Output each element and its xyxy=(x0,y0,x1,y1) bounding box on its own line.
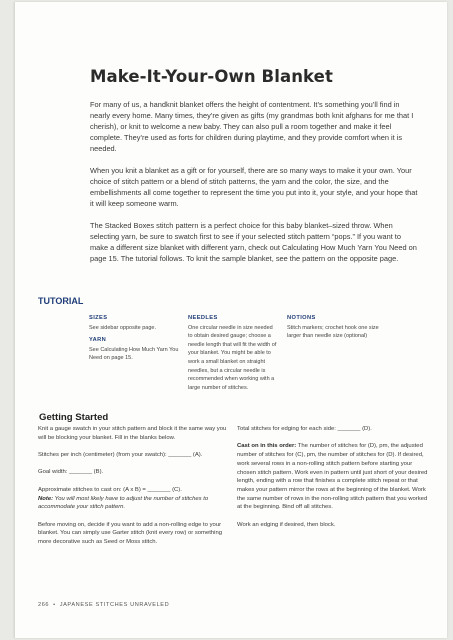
intro-paragraph-3: The Stacked Boxes stitch pattern is a perfect choice for this baby blanket–sized throw. When selecting yarn, be sure to swatch first to see if your selected stitch pattern “pops.” If you want to make a different size blanket with different yarn, check out Calculating How Much Yarn You Need on page 15. The tutorial follows. To knit the sample blanket, see the pattern on the opposite page. xyxy=(90,221,417,263)
yarn-text: See Calculating How Much Yarn You Need on page 15. xyxy=(89,346,179,362)
goal-width-blank: Goal width: _______ (B). xyxy=(38,469,104,476)
edging-stitches-blank: Total stitches for edging for each side: _______ (D). xyxy=(237,426,372,432)
notions-heading: NOTIONS xyxy=(287,315,316,321)
cast-on-label: Cast on in this order: xyxy=(237,443,297,450)
notions-text: Stitch markers; crochet hook one size larger than needle size (optional) xyxy=(287,324,379,340)
cast-on-formula: Approximate stitches to cast on: (A x B) = _______ (C). xyxy=(38,486,182,493)
tutorial-heading: TUTORIAL xyxy=(38,296,84,306)
cast-on-instructions: The number of stitches for (D), pm, the adjusted number of stitches for (C), pm, the number of stitches for (D). If desired, work several rows in a non-rolling stitch pattern before starting your chosen stitch pattern. Work even in pattern until just short of your desired length, ending with a row that finishes a complete stitch repeat or that makes your pattern mirror the rows at the beginning of the blanket. Work the same number of rows in the non-rolling stitch pattern that you worked at the beginning. Bind off all stitches. xyxy=(237,443,428,511)
cast-on-order xyxy=(237,442,429,512)
book-page xyxy=(14,2,447,638)
needles-text: One circular needle in size needed to obtain desired gauge; choose a needle length that will fit the width of your blanket. You might be able to work a small blanket on straight needles, but a circular needle is recommended when working with a large number of stitches. xyxy=(188,324,277,391)
page-footer xyxy=(38,602,169,608)
intro-paragraph-2: When you knit a blanket as a gift or for yourself, there are so many ways to make it your own. Your choice of stitch pattern or a blend of stitch patterns, the yarn and the color, the size, and the embellishments all come together to represent the time you put into it, your style, and your hope that it will keep someone warm. xyxy=(90,166,418,208)
gauge-instructions: Knit a gauge swatch in your stitch pattern and block it the same way you will be blocking your blanket. Fill in the blanks below. xyxy=(38,426,227,441)
getting-started-left-column xyxy=(38,425,234,555)
footer-separator: • xyxy=(53,602,56,608)
sizes-yarn-column xyxy=(89,314,181,367)
stitches-per-inch-blank: Stitches per inch (centimeter) (from your swatch): _______ (A). xyxy=(38,452,203,459)
getting-started-right-column xyxy=(237,425,429,538)
getting-started-heading: Getting Started xyxy=(39,412,109,423)
needles-column xyxy=(188,314,278,396)
edging-advice: Before moving on, decide if you want to add a non-rolling edge to your blanket. You can simply use Garter stitch (knit every row) or something more decorative such as Seed or Moss stitch. xyxy=(38,521,222,546)
needles-heading: NEEDLES xyxy=(188,315,218,321)
sizes-heading: SIZES xyxy=(89,315,108,321)
intro-paragraph-1: For many of us, a handknit blanket offers the height of contentment. It’s something you’ll find in nearly every home. Many times, they’re given as gifts (my grandmas both knit afghans for me that I cherish), or knit to welcome a new baby. They can also pull a room together and make it feel complete. They’re used as forts for children during playtime, and they provide comfort when it is needed. xyxy=(90,100,414,153)
notions-column xyxy=(287,314,379,345)
cast-on-estimate xyxy=(38,486,234,512)
book-title: JAPANESE STITCHES UNRAVELED xyxy=(59,602,170,608)
sizes-text: See sidebar opposite page. xyxy=(89,324,156,331)
yarn-heading: YARN xyxy=(89,337,107,344)
note-label: Note: xyxy=(38,495,54,502)
note-text: You will most likely have to adjust the number of stitches to accommodate your stitch pattern. xyxy=(38,495,209,511)
page-title: Make-It-Your-Own Blanket xyxy=(90,67,333,86)
page-number: 266 xyxy=(38,602,50,608)
edging-block-instruction: Work an edging if desired, then block. xyxy=(237,521,336,528)
